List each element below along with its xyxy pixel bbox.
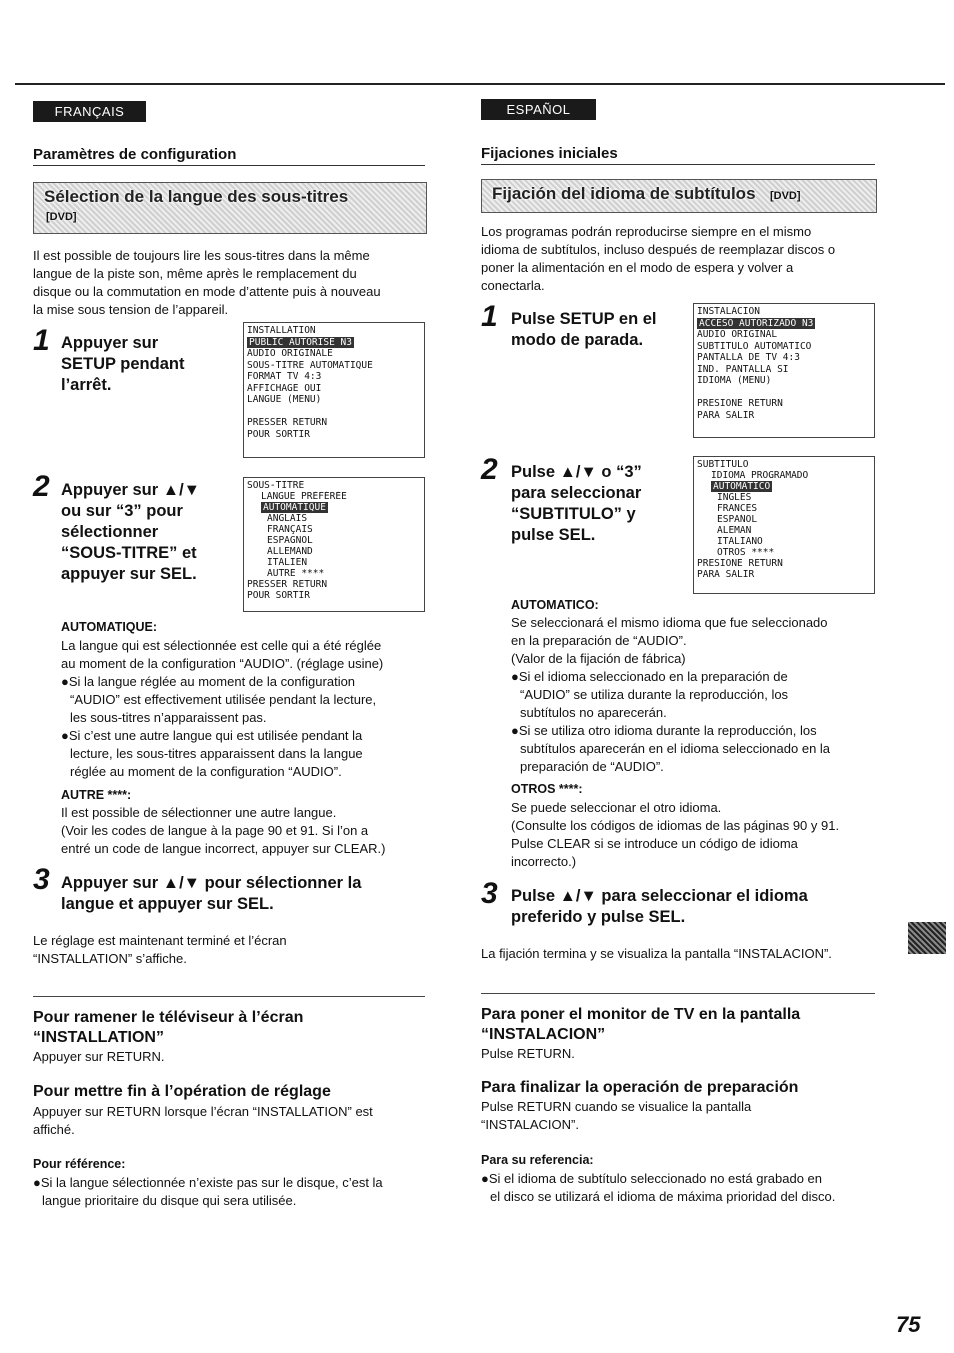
automatique-heading: AUTOMATIQUE: <box>61 620 158 634</box>
step-number: 2 <box>481 453 498 486</box>
lang-tag-fr: FRANÇAIS <box>33 101 146 122</box>
step-3-text-es: Pulse ▲/▼ para seleccionar el idioma preferido y pulse SEL. <box>511 887 808 926</box>
section-title-fr: Paramètres de configuration <box>33 146 425 166</box>
step-3-text-fr: Appuyer sur ▲/▼ pour sélectionner la langue et appuyer sur SEL. <box>61 874 362 913</box>
step-3-note-es: La fijación termina y se visualiza la pantalla “INSTALACION”. <box>481 946 832 961</box>
osd-screen-subtitulo-es: SUBTITULO IDIOMA PROGRAMADO AUTOMATICO INGLES FRANCES ESPAÑOL ALEMAN ITALIANO OTROS **** PRESIONE RETURN PARA SALIR <box>693 456 875 594</box>
autre-heading: AUTRE ****: <box>61 788 132 802</box>
intro-es: Los programas podrán reproducirse siempre en el mismo idioma de subtítulos, incluso después de reemplazar discos o poner la alimentación en el modo de espera y volver a conectarla. <box>481 224 836 293</box>
step-number: 3 <box>33 863 50 896</box>
automatique-text-fr: La langue qui est sélectionnée est celle qui a été réglée au moment de la configuration “AUDIO”. (réglage usine) ●Si la langue réglée au moment de la configuration “AUDIO” est effectivement utilisée pendant la lecture, les sous-titres n’apparaissent pas. ●Si c’est une autre langue qui est utilisée pendant la lecture, les sous-titres apparaissent dans la langue réglée au moment de la configuration “AUDIO”. <box>61 638 384 779</box>
dvd-badge-fr: [DVD] <box>46 211 77 223</box>
otros-heading: OTROS ****: <box>511 782 583 796</box>
dvd-badge-es: [DVD] <box>769 190 801 202</box>
intro-fr: Il est possible de toujours lire les sous-titres dans la même langue de la piste son, même après le remplacement du disque ou la commutation en mode d’attente puis à nouveau la mise sous tension de l’appareil. <box>33 248 381 317</box>
step-number: 3 <box>481 877 498 910</box>
otros-text-es: Se puede seleccionar el otro idioma. (Consulte los códigos de idiomas de las páginas 90 y 91. Pulse CLEAR si se introduce un código de idioma incorrecto.) <box>511 800 840 869</box>
step-1-text-fr: Appuyer sur SETUP pendant l’arrêt. <box>61 334 185 394</box>
heading-end-es: Para finalizar la operación de preparación <box>481 1079 799 1096</box>
return-text-fr: Appuyer sur RETURN. <box>33 1049 165 1064</box>
step-1-text-es: Pulse SETUP en el modo de parada. <box>511 310 657 349</box>
autre-text-fr: Il est possible de sélectionner une autre langue. (Voir les codes de langue à la page 90 et 91. Si l’on a entré un code de langue incorrect, appuyer sur CLEAR.) <box>61 805 386 856</box>
end-text-es: Pulse RETURN cuando se visualice la pantalla “INSTALACION”. <box>481 1099 752 1132</box>
lang-tag-es: ESPAÑOL <box>481 99 596 120</box>
automatico-heading: AUTOMATICO: <box>511 598 599 612</box>
osd-screen-instalacion-es: INSTALACION ACCESO AUTORIZADO N3 AUDIO ORIGINAL SUBTITULO AUTOMATICO PANTALLA DE TV 4:3 IND. PANTALLA SI IDIOMA (MENU) PRESIONE RETURN PARA SALIR <box>693 303 875 438</box>
step-2-text-es: Pulse ▲/▼ o “3” para seleccionar “SUBTITULO” y pulse SEL. <box>511 463 642 544</box>
step-3-note-fr: Le réglage est maintenant terminé et l’écran “INSTALLATION” s’affiche. <box>33 933 287 966</box>
return-text-es: Pulse RETURN. <box>481 1046 575 1061</box>
reference-heading-fr: Pour référence: <box>33 1157 126 1171</box>
step-2-text-fr: Appuyer sur ▲/▼ ou sur “3” pour sélectionner “SOUS-TITRE” et appuyer sur SEL. <box>61 481 201 583</box>
step-number: 2 <box>33 470 50 503</box>
step-number: 1 <box>481 300 498 333</box>
step-number: 1 <box>33 324 50 357</box>
automatico-text-es: Se seleccionará el mismo idioma que fue seleccionado en la preparación de “AUDIO”. (Valor de la fijación de fábrica) ●Si el idioma seleccionado en la preparación de “AUDIO” se utiliza durante la reproducción, los subtítulos no aparecerán. ●Si se utiliza otro idioma durante la reproducción, los subtítulos aparecerán en el idioma seleccionado en la preparación de “AUDIO”. <box>511 615 831 774</box>
divider-es <box>481 993 875 994</box>
banner-title-es: Fijación del idioma de subtítulos <box>492 184 756 203</box>
reference-text-es: ●Si el idioma de subtítulo seleccionado no está grabado en el disco se utilizará el idioma de máxima prioridad del disco. <box>481 1171 836 1204</box>
section-title-es: Fijaciones iniciales <box>481 145 875 165</box>
divider-fr <box>33 996 425 997</box>
banner-fr <box>33 182 427 234</box>
banner-es <box>481 179 877 213</box>
banner-title-fr: Sélection de la langue des sous-titres <box>44 187 349 206</box>
osd-screen-installation-fr: INSTALLATION PUBLIC AUTORISÉ N3 AUDIO ORIGINALE SOUS-TITRE AUTOMATIQUE FORMAT TV 4:3 AFFICHAGE OUI LANGUE (MENU) PRESSER RETURN POUR SORTIR <box>243 322 425 458</box>
end-text-fr: Appuyer sur RETURN lorsque l’écran “INSTALLATION” est affiché. <box>33 1104 373 1137</box>
reference-text-fr: ●Si la langue sélectionnée n’existe pas sur le disque, c’est la langue prioritaire du disque qui sera utilisée. <box>33 1175 383 1208</box>
reference-heading-es: Para su referencia: <box>481 1153 594 1167</box>
osd-screen-subtitle-fr: SOUS-TITRE LANGUE PRÉFÉRÉE AUTOMATIQUE ANGLAIS FRANÇAIS ESPAGNOL ALLEMAND ITALIEN AUTRE **** PRESSER RETURN POUR SORTIR <box>243 477 425 612</box>
page-number: 75 <box>896 1312 921 1337</box>
top-rule <box>15 83 945 85</box>
heading-return-es: Para poner el monitor de TV en la pantalla “INSTALACION” <box>481 1006 801 1043</box>
heading-return-fr: Pour ramener le téléviseur à l’écran “INSTALLATION” <box>33 1009 304 1046</box>
side-tab-marker <box>908 922 946 954</box>
heading-end-fr: Pour mettre fin à l’opération de réglage <box>33 1083 331 1100</box>
